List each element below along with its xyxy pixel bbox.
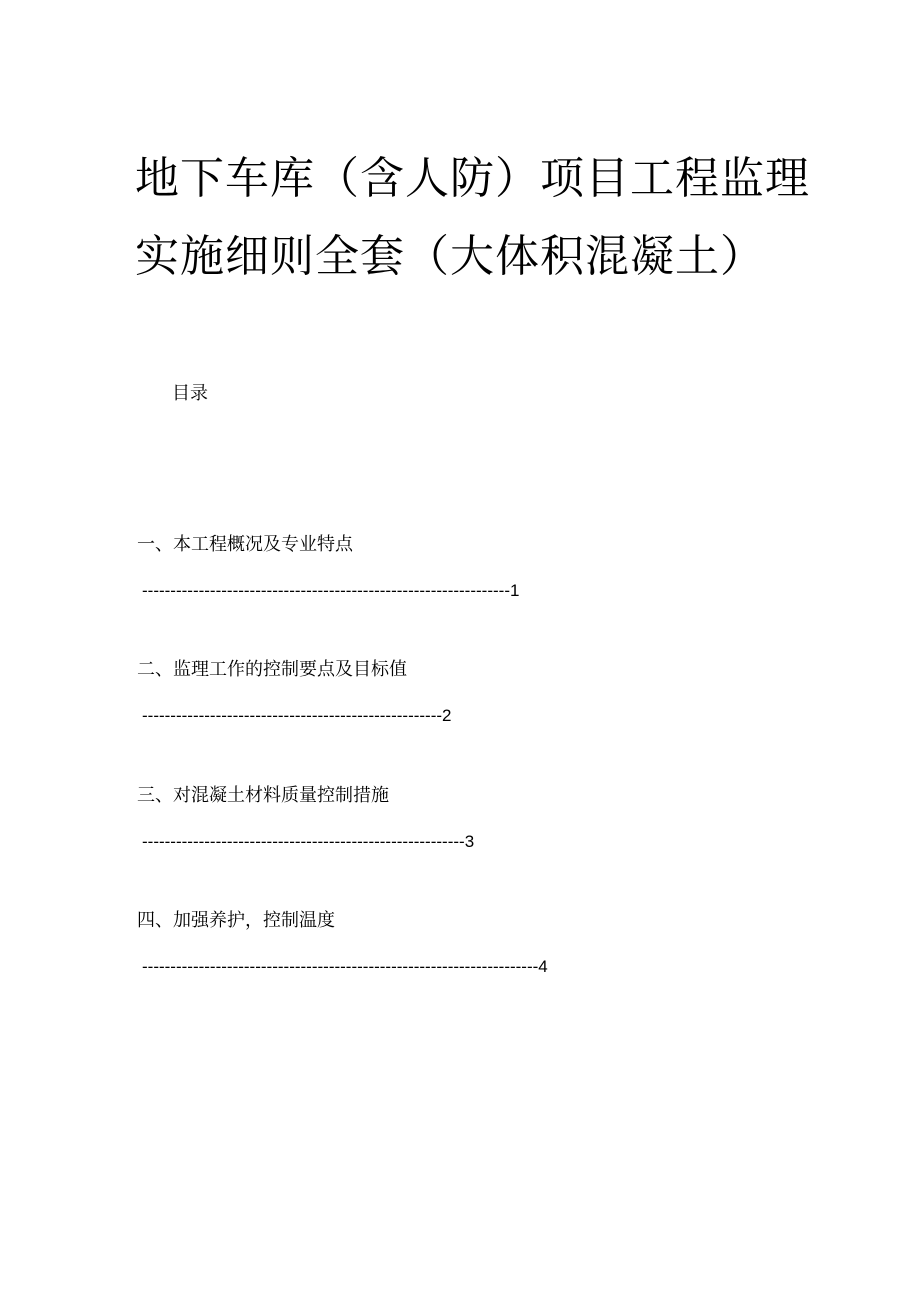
toc-leader-dashes: ----------------------------------------------------- <box>142 706 443 725</box>
toc-page-number: 2 <box>442 706 452 725</box>
toc-entry-4[interactable] <box>137 907 697 979</box>
toc-entry-label: 四、加强养护，控制温度 <box>137 910 335 931</box>
toc-leader-dashes: --------------------------------------------------------- <box>142 832 465 851</box>
title-line-1: 地下车库（含人防）项目工程监理 <box>135 153 810 204</box>
toc-leader <box>142 704 482 728</box>
toc-page-number: 3 <box>464 832 475 851</box>
toc-leader <box>142 579 557 603</box>
page-title <box>135 140 835 296</box>
toc-entry-2[interactable] <box>137 656 697 728</box>
toc-leader <box>142 955 587 979</box>
toc-heading: 目录 <box>172 383 208 404</box>
toc-page-number: 1 <box>509 581 520 600</box>
toc-entry-label: 二、监理工作的控制要点及目标值 <box>137 659 407 680</box>
toc-page-number: 4 <box>538 957 548 976</box>
toc-entry-label: 三、对混凝土材料质量控制措施 <box>137 785 389 806</box>
toc-leader <box>142 830 509 854</box>
title-line-2: 实施细则全套（大体积混凝土） <box>135 231 765 282</box>
toc-entry-1[interactable] <box>137 531 697 603</box>
toc-entry-label: 一、本工程概况及专业特点 <box>137 534 353 555</box>
toc-entry-3[interactable] <box>137 782 697 854</box>
toc-leader-dashes: ----------------------------------------------------------------- <box>142 581 510 600</box>
toc-leader-dashes: ---------------------------------------------------------------------- <box>142 957 539 976</box>
